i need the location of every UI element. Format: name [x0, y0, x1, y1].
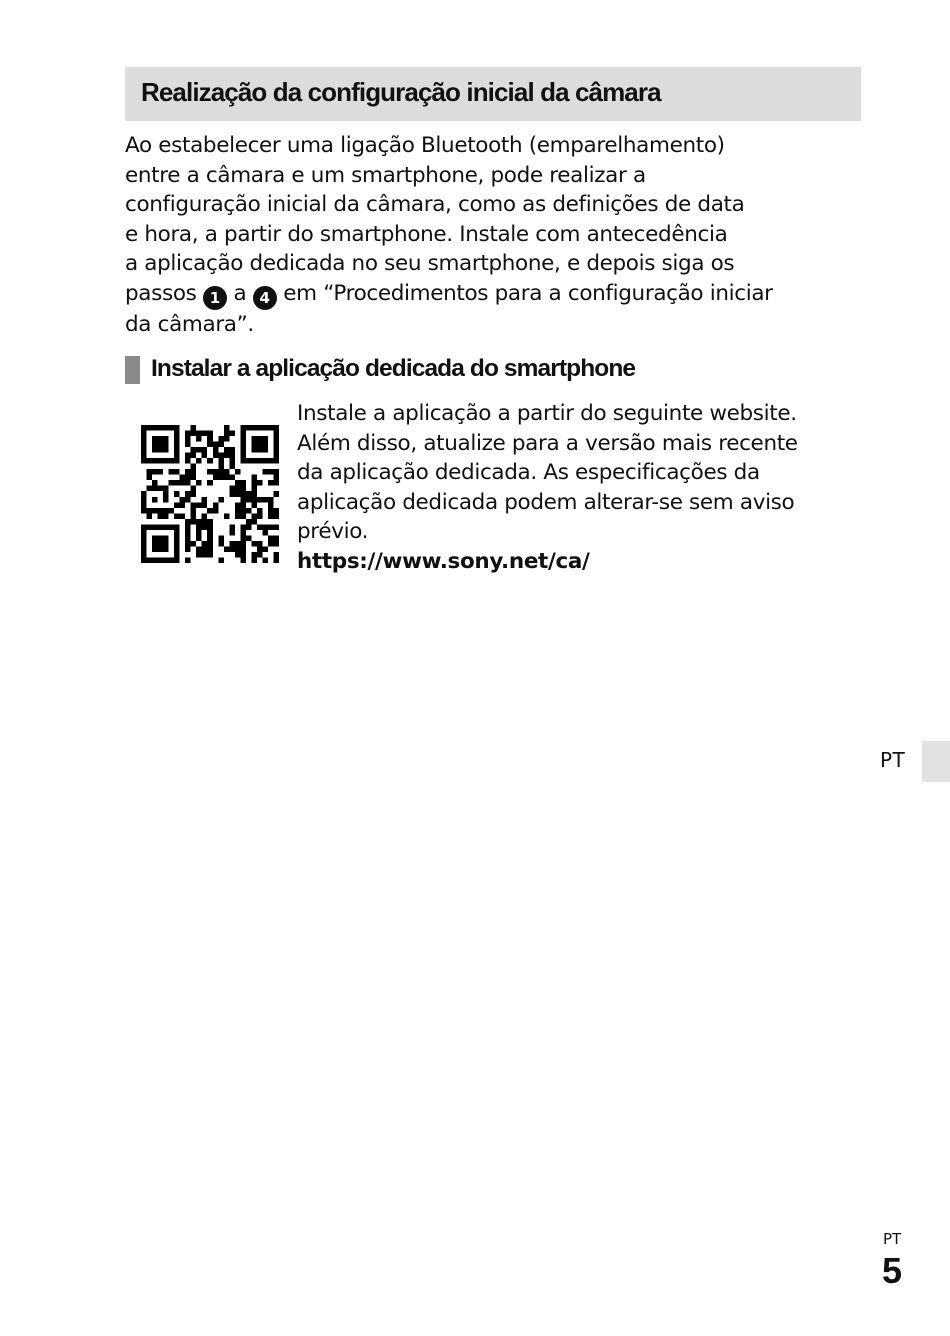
intro-paragraph — [125, 131, 865, 340]
qr-code-icon — [141, 425, 279, 563]
step-number-badge: 4 — [253, 286, 277, 310]
page-number: 5 — [882, 1250, 903, 1291]
step-number-badge: 1 — [203, 286, 227, 310]
website-link[interactable]: https://www.sony.net/ca/ — [297, 548, 590, 574]
intro-line: Ao estabelecer uma ligação Bluetooth (emparelhamento) — [125, 133, 725, 158]
install-paragraph — [297, 399, 867, 577]
intro-line: entre a câmara e um smartphone, pode realizar a — [125, 162, 646, 188]
section-title: Realização da configuração inicial da câmara — [141, 77, 661, 107]
intro-text: em “Procedimentos para a configuração iniciar — [283, 280, 773, 306]
section-title-bar — [125, 67, 861, 121]
install-line: Instale a aplicação a partir do seguinte website. — [297, 401, 797, 426]
intro-line: configuração inicial da câmara, como as definições de data — [125, 192, 745, 218]
intro-line — [125, 279, 865, 310]
install-line: aplicação dedicada podem alterar-se sem aviso — [297, 489, 795, 515]
side-tab — [922, 741, 950, 782]
footer-language: PT — [883, 1230, 902, 1248]
intro-text: passos — [125, 280, 197, 306]
subsection-marker — [125, 356, 140, 384]
intro-text: a — [233, 280, 247, 306]
intro-line: a aplicação dedicada no seu smartphone, e depois siga os — [125, 251, 735, 277]
side-tab-label: PT — [880, 748, 906, 772]
install-line: prévio. — [297, 519, 369, 545]
intro-line: e hora, a partir do smartphone. Instale com antecedência — [125, 221, 728, 247]
install-line: Além disso, atualize para a versão mais recente — [297, 430, 798, 456]
intro-line: da câmara”. — [125, 311, 254, 337]
subsection-title: Instalar a aplicação dedicada do smartphone — [151, 355, 636, 382]
install-line: da aplicação dedicada. As especificações da — [297, 460, 760, 486]
